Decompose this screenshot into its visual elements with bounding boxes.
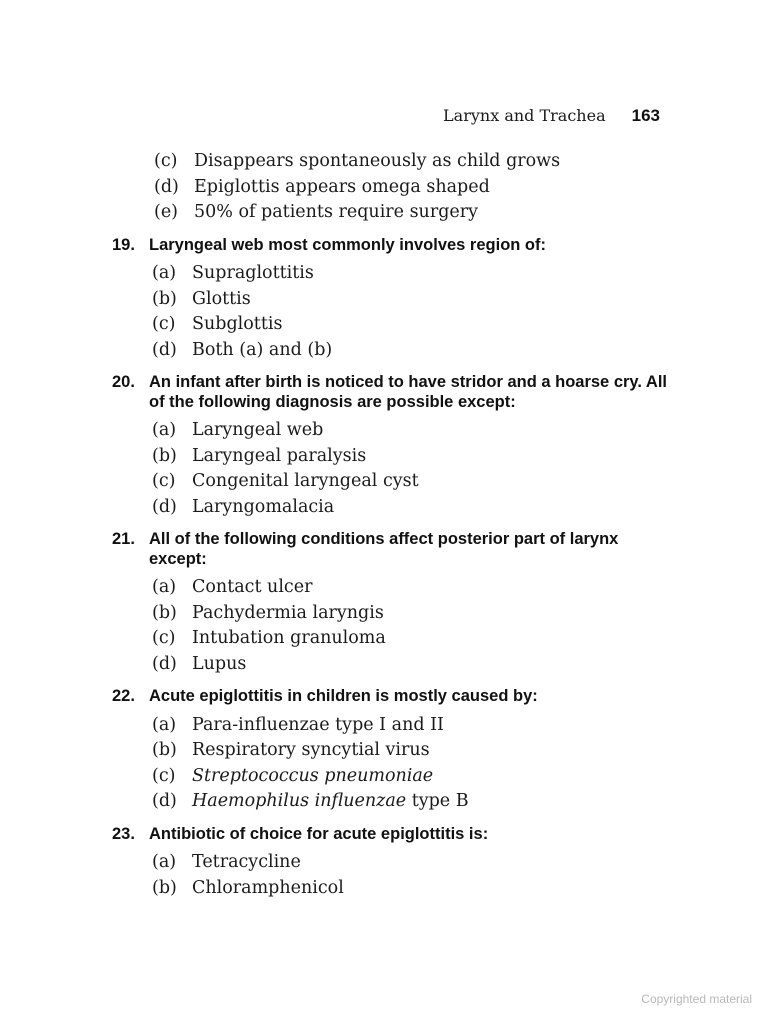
option-text: Contact ulcer [192, 577, 313, 597]
option [152, 738, 672, 764]
option-label: (a) [152, 714, 177, 735]
question-stem [112, 373, 672, 412]
option-label: (c) [154, 151, 178, 171]
option-text: Laryngeal web [192, 420, 324, 440]
option-text: Subglottis [192, 314, 283, 334]
option-label: (a) [152, 852, 177, 872]
option-text: Lupus [192, 653, 247, 674]
option-text: 50% of patients require surgery [194, 202, 479, 222]
question-number: 23. [112, 824, 135, 843]
option-label: (d) [154, 176, 179, 197]
option-label: (c) [152, 765, 176, 786]
option [152, 789, 672, 815]
option [152, 261, 672, 287]
option-label: (c) [152, 471, 176, 491]
option [152, 876, 672, 902]
option-text-suffix: type B [406, 791, 469, 811]
option-label: (a) [152, 577, 177, 597]
option [152, 652, 672, 678]
option-label: (b) [152, 740, 177, 760]
option-label: (b) [152, 288, 177, 309]
option-text: Disappears spontaneously as child grows [194, 151, 561, 171]
option-label: (a) [152, 263, 177, 283]
question-21 [112, 530, 672, 677]
option [152, 418, 672, 444]
option [152, 469, 672, 495]
option [152, 601, 672, 627]
option-label: (e) [154, 202, 179, 222]
option-list [112, 713, 672, 815]
option-label: (d) [152, 653, 177, 674]
option-label: (b) [152, 445, 177, 466]
option-label: (a) [152, 420, 177, 440]
question-number: 19. [112, 235, 135, 254]
question-list [112, 149, 672, 901]
option [152, 338, 672, 364]
option-text: Both (a) and (b) [192, 339, 333, 360]
option [154, 200, 672, 226]
question-number: 20. [112, 373, 135, 391]
option [154, 175, 672, 201]
option-label: (d) [152, 339, 177, 360]
question-stem [112, 530, 672, 569]
question-text: Acute epiglottitis in children is mostly caused by: [149, 687, 538, 705]
option-label: (c) [152, 314, 176, 334]
option-text: Supraglottitis [192, 263, 314, 283]
option [152, 495, 672, 521]
question-text: All of the following conditions affect posterior part of larynx except: [149, 530, 619, 568]
question-text: An infant after birth is noticed to have stridor and a hoarse cry. All of the following diagnosis are possible except: [149, 373, 668, 411]
question-stem [112, 825, 672, 845]
option-text: Epiglottis appears omega shaped [194, 176, 490, 197]
option-text: Haemophilus influenzae [192, 791, 407, 811]
option-text: Tetracycline [192, 852, 301, 872]
question-number: 21. [112, 530, 135, 548]
question-text: Laryngeal web most commonly involves region of: [149, 235, 546, 254]
option-text: Para-influenzae type I and II [192, 714, 444, 735]
option-text: Laryngomalacia [192, 496, 335, 517]
option-text: Respiratory syncytial virus [192, 740, 430, 760]
copyright-watermark: Copyrighted material [641, 992, 752, 1006]
question-19 [112, 236, 672, 364]
option-list [112, 418, 672, 520]
option [152, 626, 672, 652]
option-label: (d) [152, 496, 177, 517]
option-label: (c) [152, 628, 176, 648]
option-text: Laryngeal paralysis [192, 445, 367, 466]
question-stem [112, 236, 672, 256]
running-title: Larynx and Trachea [443, 106, 606, 125]
option [154, 149, 672, 175]
question-text: Antibiotic of choice for acute epiglottitis is: [149, 824, 489, 843]
option-text: Streptococcus pneumoniae [192, 765, 434, 786]
continued-options [112, 149, 672, 226]
option-text: Chloramphenicol [192, 877, 344, 898]
option [152, 444, 672, 470]
option-label: (d) [152, 791, 177, 811]
option [152, 713, 672, 739]
option-label: (b) [152, 877, 177, 898]
option [152, 312, 672, 338]
option-text: Congenital laryngeal cyst [192, 471, 419, 491]
option-list [112, 850, 672, 901]
running-header [443, 106, 660, 126]
question-23 [112, 825, 672, 902]
option-list [112, 261, 672, 363]
question-20 [112, 373, 672, 520]
option [152, 575, 672, 601]
question-22 [112, 687, 672, 815]
option [152, 764, 672, 790]
option-list [112, 575, 672, 677]
page-number: 163 [631, 106, 660, 125]
option-text: Intubation granuloma [192, 628, 386, 648]
option-text: Pachydermia laryngis [192, 602, 384, 623]
question-number: 22. [112, 687, 135, 705]
option [152, 287, 672, 313]
option-label: (b) [152, 602, 177, 623]
option [152, 850, 672, 876]
option-text: Glottis [192, 288, 251, 309]
question-stem [112, 687, 672, 707]
